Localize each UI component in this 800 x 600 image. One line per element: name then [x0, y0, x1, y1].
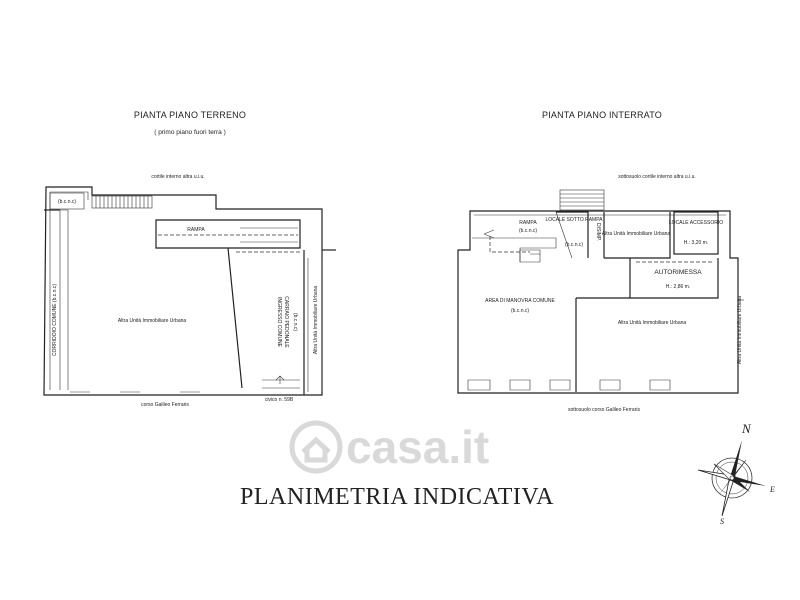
ground-entrance-vehicles: CARRAIO PEDONALE: [283, 296, 289, 348]
basement-plan: [458, 110, 744, 413]
basement-other-unit-bottom: Altra Unità Immobiliare Urbana: [617, 320, 687, 326]
basement-disimp-label: DISIMP.: [595, 223, 601, 241]
basement-under-ramp-bcnc: (b.c.n.c): [564, 242, 584, 248]
ground-street-label: corso Galileo Ferraris: [141, 402, 189, 408]
ground-corridor-label: CORRIDOIO COMUNE (b.c.n.c): [52, 284, 58, 356]
basement-garage-height: H.: 2,86 m.: [665, 284, 691, 290]
ground-civic-label: civico n. 59B: [264, 397, 294, 403]
compass-north: N: [742, 421, 751, 436]
basement-street-label: sottosuolo corso Galileo Ferraris: [568, 407, 640, 413]
watermark: [292, 421, 489, 473]
compass-south: S: [720, 517, 724, 526]
ground-floor-title: PIANTA PIANO TERRENO: [133, 110, 247, 120]
ground-ramp-label: RAMPA: [187, 227, 205, 233]
ground-entrance-bcnc: (b.c.n.c): [292, 312, 298, 332]
ground-floor-plan: [44, 110, 336, 408]
basement-courtyard-label: sottosuolo cortile interno altra u.i.u.: [618, 174, 696, 180]
basement-other-unit-top: Altra Unità Immobiliare Urbana: [601, 231, 671, 237]
watermark-text: casa.it: [346, 421, 490, 473]
basement-stairs: [560, 190, 604, 210]
basement-garage-label: AUTORIMESSA: [654, 269, 702, 276]
ground-main-unit-label: Altra Unità Immobiliare Urbana: [117, 318, 187, 324]
ground-floor-subtitle: ( primo piano fuori terra ): [154, 129, 226, 136]
ground-right-neighbor: Altra Unità Immobiliare Urbana: [313, 285, 319, 355]
ground-stairs: [92, 196, 152, 208]
basement-title: PIANTA PIANO INTERRATO: [542, 110, 662, 120]
basement-maneuver-bcnc: (b.c.n.c): [510, 308, 530, 314]
watermark-logo-icon: [292, 423, 340, 471]
basement-maneuver-label: AREA DI MANOVRA COMUNE: [485, 298, 555, 304]
basement-accessory-height: H.: 3,20 m.: [683, 240, 709, 246]
ground-entrance-common: INGRESSO COMUNE: [276, 296, 282, 348]
basement-accessory-label: LOCALE ACCESSORIO: [668, 220, 724, 226]
compass-rose-icon: [698, 440, 766, 516]
basement-ramp-label: RAMPA: [519, 220, 537, 226]
basement-right-neighbor: Altra Unità Immobiliare Urbana: [737, 295, 743, 365]
basement-under-ramp-label: LOCALE SOTTO RAMPA: [545, 217, 603, 223]
ground-corner-bcnc: (b.c.n.c): [57, 199, 77, 205]
caption: PLANIMETRIA INDICATIVA: [240, 484, 554, 510]
basement-ramp-bcnc: (b.c.n.c): [518, 228, 538, 234]
compass-east: E: [770, 485, 775, 494]
ground-courtyard-label: cortile interno altra u.i.u.: [151, 174, 205, 180]
